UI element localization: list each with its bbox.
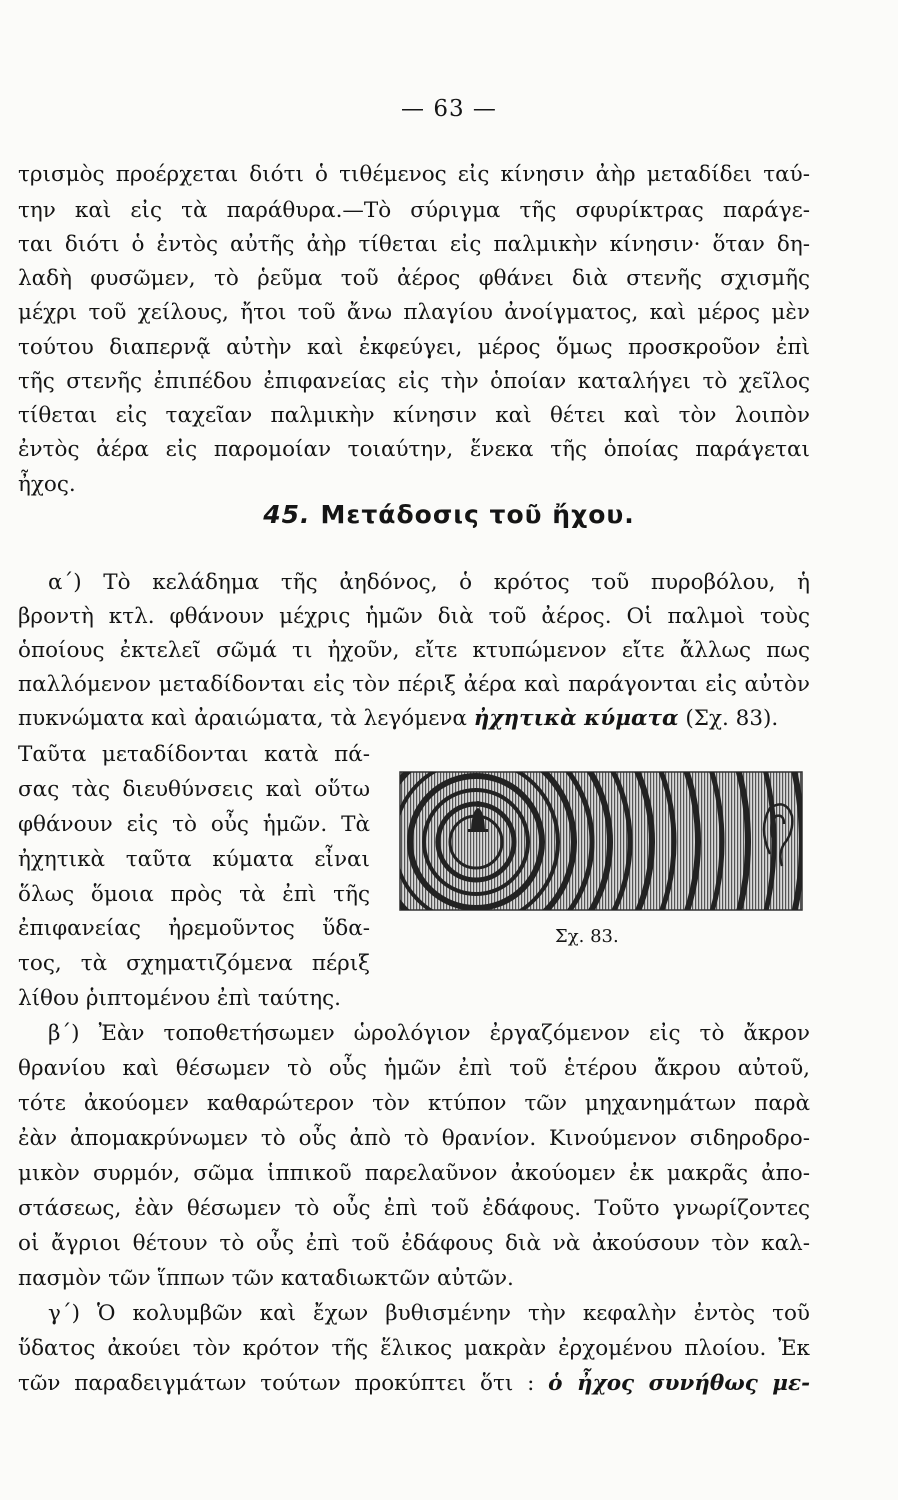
section-title: Μετάδοσις τοῦ ἤχου. bbox=[320, 500, 635, 529]
text-line: α΄) Τὸ κελάδημα τῆς ἀηδόνος, ὁ κρότος τοῦ πυροβόλου, ἡ bbox=[48, 570, 810, 595]
text-line: ὅλως ὅμοια πρὸς τὰ ἐπὶ τῆς bbox=[18, 882, 370, 907]
page-number: — 63 — bbox=[401, 96, 497, 122]
figure-caption: Σχ. 83. bbox=[555, 926, 619, 947]
text-line: φθάνουν εἰς τὸ οὖς ἡμῶν. Τὰ bbox=[18, 812, 370, 837]
text-line: ἐπιφανείας ἠρεμοῦντος ὕδα- bbox=[18, 916, 370, 941]
figure-sound-waves-engraving bbox=[398, 768, 810, 914]
text-line: τίθεται εἰς ταχεῖαν παλμικὴν κίνησιν καὶ θέτει καὶ τὸν λοιπὸν bbox=[18, 403, 810, 428]
text-line: θρανίου καὶ θέσωμεν τὸ οὖς ἡμῶν ἐπὶ τοῦ ἑτέρου ἄκρου αὐτοῦ, bbox=[18, 1056, 810, 1081]
text-line: τῆς στενῆς ἐπιπέδου ἐπιφανείας εἰς τὴν ὁποίαν καταλήγει τὸ χεῖλος bbox=[18, 369, 810, 394]
text-line: στάσεως, ἐὰν θέσωμεν τὸ οὖς ἐπὶ τοῦ ἐδάφους. Τοῦτο γνωρίζοντες bbox=[18, 1196, 810, 1221]
text-line: τρισμὸς προέρχεται διότι ὁ τιθέμενος εἰς κίνησιν ἀὴρ μεταδίδει ταύ- bbox=[18, 162, 810, 187]
text-line: οἱ ἄγριοι θέτουν τὸ οὖς ἐπὶ τοῦ ἐδάφους διὰ νὰ ἀκούσουν τὸν καλ- bbox=[18, 1231, 810, 1256]
term-sound-waves: ἠχητικὰ κύματα bbox=[473, 706, 679, 731]
text-line: μέχρι τοῦ χείλους, ἤτοι τοῦ ἄνω πλαγίου ἀνοίγματος, καὶ μέρος μὲν bbox=[18, 300, 810, 325]
text-line: ἐντὸς ἀέρα εἰς παρομοίαν τοιαύτην, ἕνεκα τῆς ὁποίας παράγεται bbox=[18, 437, 810, 462]
text-line-with-emphasis bbox=[18, 1369, 810, 1399]
text-line: β΄) Ἐὰν τοποθετήσωμεν ὡρολόγιον ἐργαζόμενον εἰς τὸ ἄκρον bbox=[48, 1021, 810, 1046]
text-line-with-term bbox=[18, 704, 810, 734]
text-line: την καὶ εἰς τὰ παράθυρα.—Τὸ σύριγμα τῆς σφυρίκτρας παράγε- bbox=[18, 198, 810, 223]
text-line: ται διότι ὁ ἐντὸς αὐτῆς ἀὴρ τίθεται εἰς παλμικὴν κίνησιν· ὅταν δη- bbox=[18, 232, 810, 257]
text-line: ὕδατος ἀκούει τὸν κρότον τῆς ἕλικος μακρὰν ἐρχομένου πλοίου. Ἐκ bbox=[18, 1336, 810, 1361]
section-heading bbox=[0, 500, 898, 529]
text-line: σας τὰς διευθύνσεις καὶ οὕτω bbox=[18, 777, 370, 802]
text-line: πασμὸν τῶν ἵππων τῶν καταδιωκτῶν αὐτῶν. bbox=[18, 1266, 514, 1291]
text-line: λαδὴ φυσῶμεν, τὸ ῥεῦμα τοῦ ἀέρος φθάνει διὰ στενῆς σχισμῆς bbox=[18, 266, 810, 291]
section-number: 45. bbox=[263, 500, 311, 529]
text-line: τος, τὰ σχηματιζόμενα πέριξ bbox=[18, 951, 370, 976]
text-line: τούτου διαπερνᾷ αὐτὴν καὶ ἐκφεύγει, μέρος ὅμως προσκροῦον ἐπὶ bbox=[18, 335, 810, 360]
conclusion-emphasis: ὁ ἦχος συνήθως με- bbox=[548, 1371, 810, 1396]
text-line: παλλόμενον μεταδίδονται εἰς τὸν πέριξ ἀέρα καὶ παράγονται εἰς αὐτὸν bbox=[18, 672, 810, 697]
text-line: λίθου ῥιπτομένου ἐπὶ ταύτης. bbox=[18, 986, 341, 1011]
text-line: μικὸν συρμόν, σῶμα ἱππικοῦ παρελαῦνον ἀκούομεν ἐκ μακρᾶς ἀπο- bbox=[18, 1161, 810, 1186]
text-line: Ταῦτα μεταδίδονται κατὰ πά- bbox=[18, 742, 370, 767]
text-line: γ΄) Ὁ κολυμβῶν καὶ ἔχων βυθισμένην τὴν κεφαλὴν ἐντὸς τοῦ bbox=[48, 1301, 810, 1326]
text-line: ἦχος. bbox=[18, 472, 76, 497]
text-line: τότε ἀκούομεν καθαρώτερον τὸν κτύπον τῶν μηχανημάτων παρὰ bbox=[18, 1091, 810, 1116]
text-line: ὁποίους ἐκτελεῖ σῶμά τι ἠχοῦν, εἴτε κτυπώμενον εἴτε ἄλλως πως bbox=[18, 638, 810, 663]
text-line: βροντὴ κτλ. φθάνουν μέχρις ἡμῶν διὰ τοῦ ἀέρος. Οἱ παλμοὶ τοὺς bbox=[18, 604, 810, 629]
text-line: ἐὰν ἀπομακρύνωμεν τὸ οὖς ἀπὸ τὸ θρανίον. Κινούμενον σιδηροδρο- bbox=[18, 1126, 810, 1151]
figure-reference: (Σχ. 83). bbox=[685, 706, 779, 731]
text-line: ἠχητικὰ ταῦτα κύματα εἶναι bbox=[18, 847, 370, 872]
text-segment: πυκνώματα καὶ ἀραιώματα, τὰ λεγόμενα bbox=[18, 706, 467, 731]
text-segment: τῶν παραδειγμάτων τούτων προκύπτει ὅτι : bbox=[18, 1371, 535, 1396]
